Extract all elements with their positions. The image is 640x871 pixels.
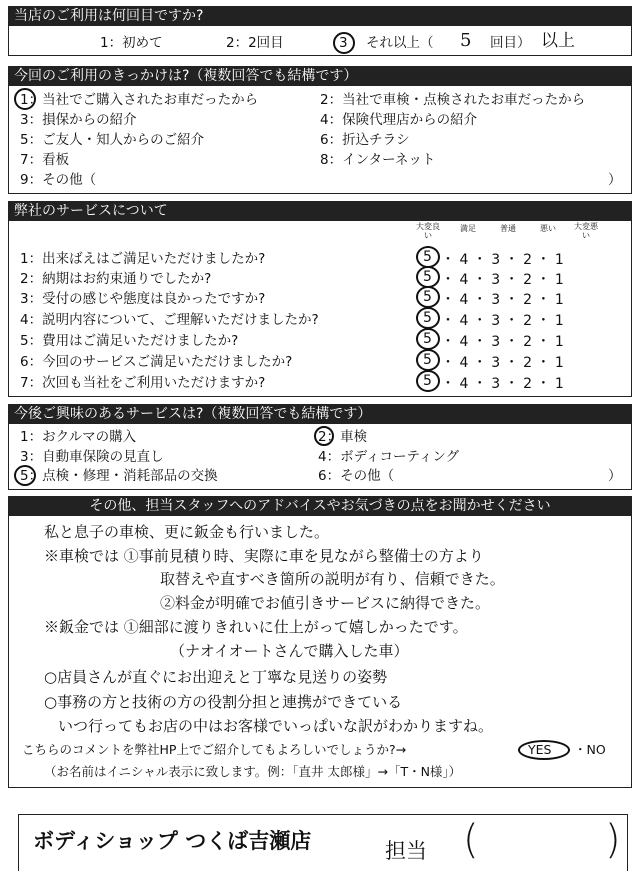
column-label: 普通 [500,224,516,233]
rating-scale[interactable]: ・ 4 ・ 3 ・ 2 ・ 1 [441,252,564,268]
reason-3[interactable]: 3：損保からの紹介 [20,112,137,128]
reason-2[interactable]: 2：当社で車検・点検されたお車だったから [320,92,586,108]
staff-label: 担当 [385,839,427,863]
interest-1[interactable]: 1：おクルマの購入 [20,429,137,445]
reason-7[interactable]: 7：看板 [20,152,70,168]
reason-5[interactable]: 5：ご友人・知人からのご紹介 [20,132,205,148]
comment-line: ②料金が明確でお値引きサービスに納得できた。 [160,594,491,612]
question-5: 5：費用はご満足いただけましたか? [20,333,239,349]
question-6: 6：今回のサービスご満足いただけましたか? [20,354,293,370]
question-4: 4：説明内容について、ご理解いただけましたか? [20,312,319,328]
comment-line: 私と息子の車検、更に鈑金も行いました。 [44,523,330,541]
handwritten-note: 以上 [541,31,575,51]
interest-4[interactable]: 4：ボディコーティング [318,449,460,465]
rating-scale[interactable]: ・ 4 ・ 3 ・ 2 ・ 1 [441,355,564,371]
reason-4[interactable]: 4：保険代理店からの紹介 [320,112,478,128]
staff-paren-close: ) [605,817,621,863]
consent-yes[interactable]: YES [528,742,552,757]
column-label: 悪い [540,224,556,233]
section1-header: 当店のご利用は何回目ですか? [8,6,632,26]
reason-9-close: ） [608,172,622,188]
reason-8[interactable]: 8：インターネット [320,152,436,168]
interest-5[interactable]: 5：点検・修理・消耗部品の交換 [20,468,218,484]
comment-line: ※鈑金では ①細部に渡りきれいに仕上がって嬉しかったです。 [44,618,468,636]
staff-paren-open: ( [463,817,479,863]
reason-9[interactable]: 9：その他（ [20,172,97,188]
rating-selected[interactable]: 5 [423,352,432,368]
interest-3[interactable]: 3：自動車保険の見直し [20,449,164,465]
footer-box [18,814,628,871]
reason-1[interactable]: 1：当社でご購入されたお車だったから [20,92,259,108]
comment-line: ○事務の方と技術の方の役割分担と連携ができている [44,693,403,711]
question-2: 2：納期はお約束通りでしたか? [20,271,212,287]
column-label: 大変良い [416,222,440,240]
section3-header: 弊社のサービスについて [8,201,632,221]
comment-line: ○店員さんが直ぐにお出迎えと丁寧な見送りの姿勢 [44,668,388,686]
section5-header: その他、担当スタッフへのアドバイスやお気づきの点をお聞かせください [8,496,632,516]
interest-6[interactable]: 6：その他（ [318,468,395,484]
comment-line: 取替えや直すべき箇所の説明が有り、信頼できた。 [160,570,505,588]
question-7: 7：次回も当社をご利用いただけますか? [20,375,266,391]
rating-selected[interactable]: 5 [423,331,432,347]
rating-scale[interactable]: ・ 4 ・ 3 ・ 2 ・ 1 [441,376,564,392]
interest-2[interactable]: 2：車検 [318,429,368,445]
question-1: 1：出来ばえはご満足いただけましたか? [20,251,266,267]
rating-scale[interactable]: ・ 4 ・ 3 ・ 2 ・ 1 [441,334,564,350]
comment-line: いつ行ってもお店の中はお客様でいっぱいな訳がわかりますね。 [58,717,494,735]
consent-no[interactable]: ・NO [574,742,606,757]
rating-scale[interactable]: ・ 4 ・ 3 ・ 2 ・ 1 [441,272,564,288]
rating-scale[interactable]: ・ 4 ・ 3 ・ 2 ・ 1 [441,292,564,308]
visit-option-1[interactable]: 1：初めて [100,35,163,51]
rating-selected[interactable]: 5 [423,289,432,305]
column-label: 大変悪い [574,222,598,240]
column-label: 満足 [460,224,476,233]
rating-selected[interactable]: 5 [423,373,432,389]
question-3: 3：受付の感じや態度は良かったですか? [20,291,266,307]
rating-scale[interactable]: ・ 4 ・ 3 ・ 2 ・ 1 [441,313,564,329]
shop-name: ボディショップ つくば吉瀬店 [33,829,312,853]
interest-6-close: ） [608,468,622,484]
visit-count-handwritten[interactable]: 5 [460,30,472,51]
section2-header: 今回のご利用のきっかけは?（複数回答でも結構です） [8,66,632,86]
comment-line: ※車検では ①事前見積り時、実際に車を見ながら整備士の方より [44,547,484,565]
visit-option-2[interactable]: 2：2回目 [226,35,284,51]
rating-selected[interactable]: 5 [423,269,432,285]
section4-header: 今後ご興味のあるサービスは?（複数回答でも結構です） [8,404,632,424]
rating-selected[interactable]: 5 [423,249,432,265]
name-note: （お名前はイニシャル表示に致します。例：「直井 太郎様」→「T・N様」） [44,764,462,779]
comment-line: （ナオイオートさんで購入した車） [170,642,409,660]
reason-6[interactable]: 6：折込チラシ [320,132,410,148]
visit-option-3[interactable]: 3 [339,35,348,51]
visit-option-3-suffix: 回目） [490,35,531,51]
visit-option-3-label: それ以上（ [366,35,434,51]
consent-question: こちらのコメントを弊社HP上でご紹介してもよろしいでしょうか?→ [22,742,407,757]
rating-selected[interactable]: 5 [423,310,432,326]
